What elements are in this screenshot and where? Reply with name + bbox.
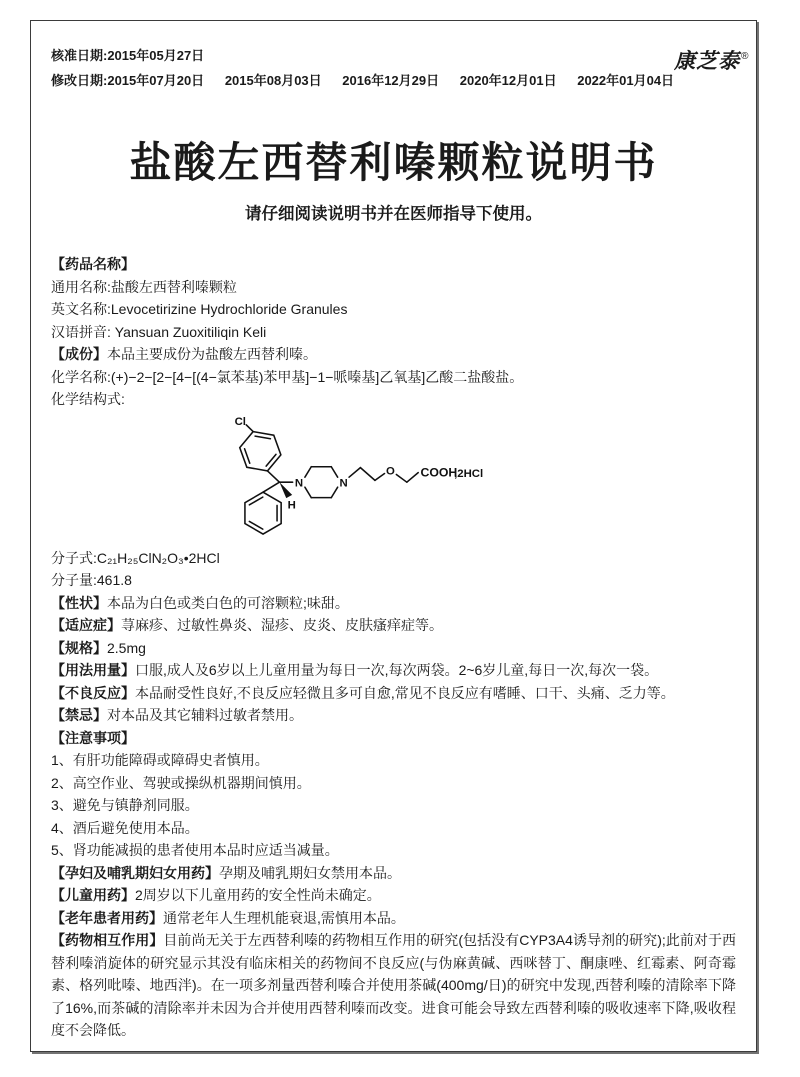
- molecular-formula: 分子式:C₂₁H₂₅ClN₂O₃•2HCl: [51, 549, 220, 566]
- dosage-text: 口服,成人及6岁以上儿童用量为每日一次,每次两袋。2~6岁儿童,每日一次,每次一袋。: [135, 662, 659, 678]
- section-drug-name: 【药品名称】: [51, 256, 135, 272]
- chemical-structure-figure: [223, 413, 736, 547]
- children-label: 【儿童用药】: [51, 887, 135, 903]
- pregnancy-text: 孕期及哺乳期妇女禁用本品。: [219, 864, 401, 881]
- character-label: 【性状】: [51, 594, 107, 611]
- section-strength: [51, 637, 736, 660]
- dosage-label: 【用法用量】: [51, 662, 135, 678]
- section-adverse-reactions: [51, 682, 736, 705]
- revision-dates: [51, 68, 674, 93]
- brand-name: 康芝泰: [674, 50, 741, 73]
- date-block: [51, 43, 674, 93]
- section-indications: [51, 614, 736, 637]
- brand-logo: [674, 45, 749, 75]
- precaution-item: 1、有肝功能障碍或障碍史者慎用。: [51, 752, 269, 768]
- pregnancy-label: 【孕妇及哺乳期妇女用药】: [51, 864, 219, 881]
- pinyin-name: 汉语拼音: Yansuan Zuoxitiliqin Keli: [51, 323, 267, 340]
- o-atom-label: O: [386, 464, 395, 477]
- interaction-text: 目前尚无关于左西替利嗪的药物相互作用的研究(包括没有CYP3A4诱导剂的研究);此前对于西替利嗪消旋体的研究显示其没有临床相关的药物间不良反应(与伪麻黄碱、西咪替丁、酮康唑、红霉素、阿奇霉素、格列吡嗪、地西泮)。在一项多剂量西替利嗪合并使用茶碱(400mg/日)的研究中发现,西替利嗪的清除率下降了16%,而茶碱的清除率并未因为合并使用西替利嗪而改变。进食可能会导致左西替利嗪的吸收速率下降,吸收程度不会降低。: [51, 932, 736, 1038]
- section-precautions: 【注意事项】: [51, 729, 135, 746]
- cl-atom-label: Cl: [234, 415, 246, 428]
- section-drug-interactions: [51, 929, 736, 1042]
- registered-trademark-icon: ®: [741, 51, 750, 62]
- chemical-name: 化学名称:(+)−2−[2−[4−[(4−氯苯基)苯甲基]−1−哌嗪基]乙氧基]乙酸二盐酸盐。: [51, 368, 524, 385]
- section-composition: [51, 343, 736, 366]
- structure-label: 化学结构式:: [51, 391, 125, 407]
- revision-date: 2022年01月04日: [577, 73, 675, 88]
- contraindication-label: 【禁忌】: [51, 707, 107, 723]
- elderly-label: 【老年患者用药】: [51, 909, 163, 926]
- molecular-weight: 分子量:461.8: [51, 572, 132, 588]
- english-name: 英文名称:Levocetirizine Hydrochloride Granules: [51, 301, 348, 317]
- section-contraindications: [51, 704, 736, 727]
- composition-label: 【成份】: [51, 346, 107, 362]
- hcl-salt-label: ,2HCl: [454, 467, 484, 480]
- interaction-label: 【药物相互作用】: [51, 932, 164, 948]
- composition-text: 本品主要成份为盐酸左西替利嗪。: [107, 346, 317, 362]
- n-right-atom-label: N: [339, 476, 348, 489]
- revision-date: 2015年08月03日: [224, 73, 322, 88]
- page-subtitle: 请仔细阅读说明书并在医师指导下使用。: [245, 205, 542, 223]
- chemical-structure-drawing: [223, 413, 496, 545]
- precaution-item: 3、避免与镇静剂同服。: [51, 797, 199, 813]
- cooh-group-label: COOH: [420, 465, 458, 480]
- revision-date: 2016年12月29日: [342, 73, 440, 88]
- children-text: 2周岁以下儿童用药的安全性尚未确定。: [135, 887, 381, 903]
- page-title: 盐酸左西替利嗪颗粒说明书: [129, 139, 658, 186]
- precaution-item: 4、酒后避免使用本品。: [51, 819, 199, 836]
- adverse-label: 【不良反应】: [51, 684, 135, 701]
- leaflet-page: [30, 20, 757, 1052]
- section-pregnancy: [51, 862, 736, 885]
- strength-text: 2.5mg: [107, 639, 146, 656]
- section-dosage: [51, 659, 736, 682]
- leaflet-body: [51, 253, 736, 1042]
- adverse-text: 本品耐受性良好,不良反应轻微且多可自愈,常见不良反应有嗜睡、口干、头痛、乏力等。: [135, 684, 675, 701]
- revision-date: 2020年12月01日: [459, 73, 557, 88]
- revision-label: 修改日期:: [51, 73, 108, 88]
- elderly-text: 通常老年人生理机能衰退,需慎用本品。: [163, 909, 405, 926]
- precaution-item: 2、高空作业、驾驶或操纵机器期间慎用。: [51, 774, 311, 791]
- page-header: [51, 43, 750, 93]
- section-elderly: [51, 907, 736, 930]
- h-atom-label: H: [287, 499, 296, 512]
- stereo-wedge-bond: [279, 482, 292, 498]
- n-left-atom-label: N: [294, 476, 304, 489]
- contraindication-text: 对本品及其它辅料过敏者禁用。: [107, 707, 303, 723]
- precaution-item: 5、肾功能减损的患者使用本品时应适当减量。: [51, 842, 339, 858]
- generic-name: 通用名称:盐酸左西替利嗪颗粒: [51, 278, 237, 295]
- strength-label: 【规格】: [51, 639, 107, 656]
- indications-label: 【适应症】: [51, 617, 121, 633]
- revision-date: 2015年07月20日: [107, 73, 205, 88]
- approval-date: 核准日期:2015年05月27日: [51, 48, 205, 63]
- character-text: 本品为白色或类白色的可溶颗粒;味甜。: [107, 594, 349, 611]
- section-children: [51, 884, 736, 907]
- section-character: [51, 592, 736, 615]
- indications-text: 荨麻疹、过敏性鼻炎、湿疹、皮炎、皮肤瘙痒症等。: [121, 617, 443, 633]
